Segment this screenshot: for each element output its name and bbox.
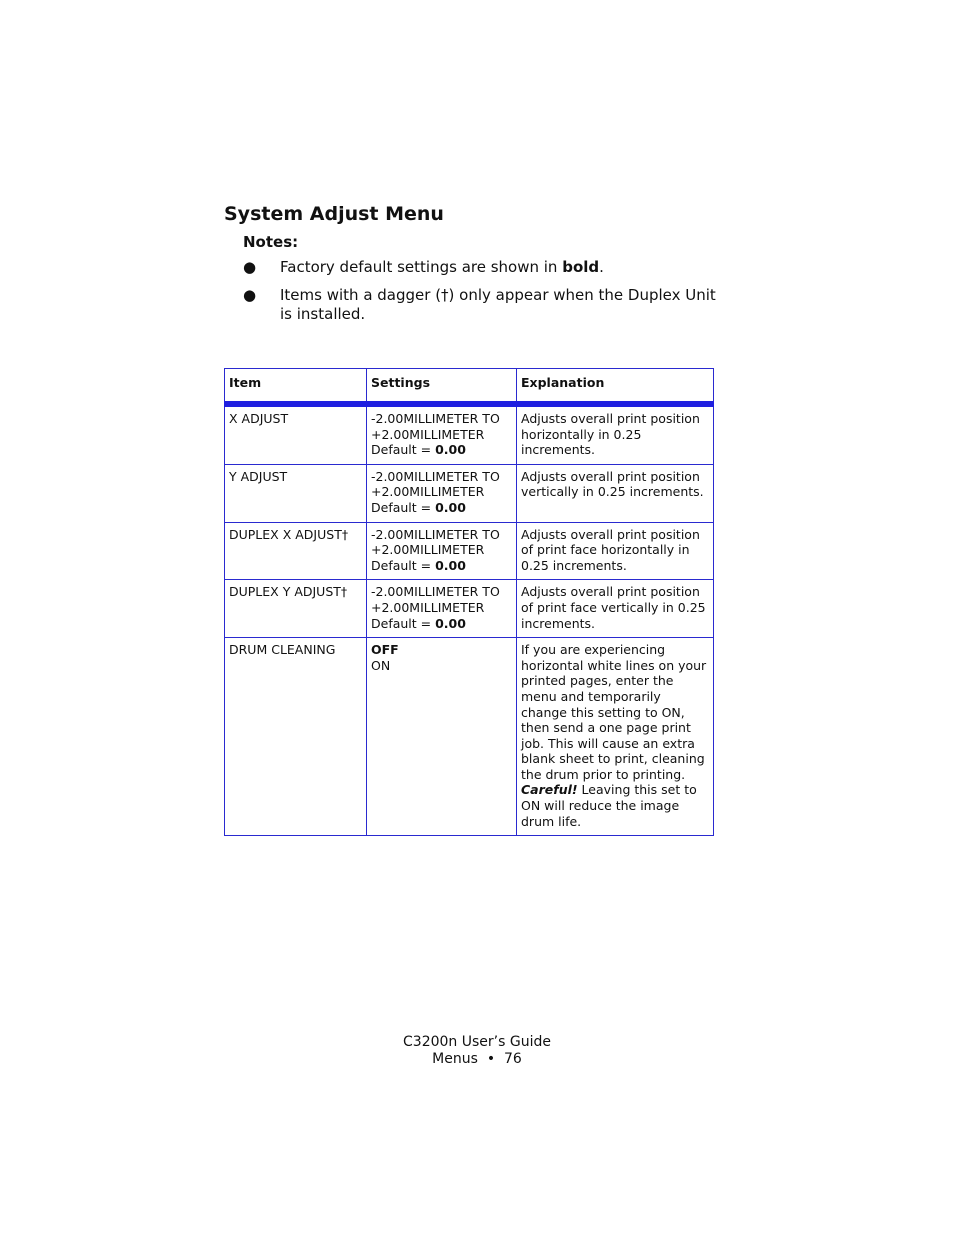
table-row [225,522,714,580]
page-title: System Adjust Menu [224,203,444,225]
range-max: +2.00MILLIMETER [371,542,485,558]
item-cell: X ADJUST [225,404,367,464]
explanation-cell: Adjusts overall print position of print face vertically in 0.25 increments. [517,580,714,638]
table-row [225,464,714,522]
default-label: Default = [371,442,436,458]
range-min: -2.00MILLIMETER TO [371,468,500,484]
default-value: 0.00 [435,499,466,515]
default-line [371,500,512,516]
footer-section: Menus [432,1051,478,1067]
settings-cell [367,580,517,638]
column-header-item: Item [225,369,367,405]
footer-guide-title: C3200n User’s Guide [403,1034,551,1050]
default-line [371,442,512,458]
range-min: -2.00MILLIMETER TO [371,526,500,542]
default-value: 0.00 [435,615,466,631]
note-item [243,286,723,324]
item-cell: DRUM CLEANING [225,638,367,836]
column-header-explanation: Explanation [517,369,714,405]
note-bold-word: bold [562,258,600,276]
column-header-settings: Settings [367,369,517,405]
bullet-icon: ● [243,258,257,276]
default-value: 0.00 [435,442,466,458]
option-other: ON [371,657,391,673]
note-text: Factory default settings are shown in [280,258,563,276]
option-default [371,642,512,658]
explanation-cell: Adjusts overall print position vertically in 0.25 increments. [517,464,714,522]
settings-cell [367,522,517,580]
option-default-label: OFF [371,642,399,658]
table-row [225,580,714,638]
range-max: +2.00MILLIMETER [371,484,485,500]
note-punct: . [599,258,604,276]
notes-heading: Notes: [243,233,299,251]
settings-cell [367,464,517,522]
footer-separator: • [486,1051,496,1067]
caution-label: Careful! [521,782,578,798]
footer-page-info [0,1051,954,1067]
settings-cell [367,404,517,464]
default-label: Default = [371,499,436,515]
default-value: 0.00 [435,557,466,573]
item-cell: Y ADJUST [225,464,367,522]
table-header-row [225,369,714,405]
explanation-text: If you are experiencing horizontal white lines on your printed pages, enter the menu and temporarily change this setting to ON, then send a one page print job. This will cause an extra blank sheet to print, cleaning the drum prior to printing. [521,642,707,782]
range-min: -2.00MILLIMETER TO [371,584,500,600]
table-row [225,638,714,836]
default-label: Default = [371,615,436,631]
range-max: +2.00MILLIMETER [371,426,485,442]
item-cell: DUPLEX Y ADJUST† [225,580,367,638]
range-max: +2.00MILLIMETER [371,599,485,615]
explanation-cell [517,638,714,836]
default-label: Default = [371,557,436,573]
page-number: 76 [503,1051,522,1067]
caution-text: Leaving this set to ON will reduce the image drum life. [521,782,697,829]
settings-cell [367,638,517,836]
range-min: -2.00MILLIMETER TO [371,411,500,426]
item-cell: DUPLEX X ADJUST† [225,522,367,580]
table-row [225,404,714,464]
system-adjust-table [224,368,714,836]
note-item [243,258,723,277]
default-line [371,616,512,632]
explanation-cell: Adjusts overall print position of print face horizontally in 0.25 increments. [517,522,714,580]
bullet-icon: ● [243,286,257,304]
note-text: Items with a dagger (†) only appear when the Duplex Unit is installed. [280,286,716,323]
default-line [371,558,512,574]
explanation-cell: Adjusts overall print position horizontally in 0.25 increments. [517,404,714,464]
notes-list [243,258,723,333]
